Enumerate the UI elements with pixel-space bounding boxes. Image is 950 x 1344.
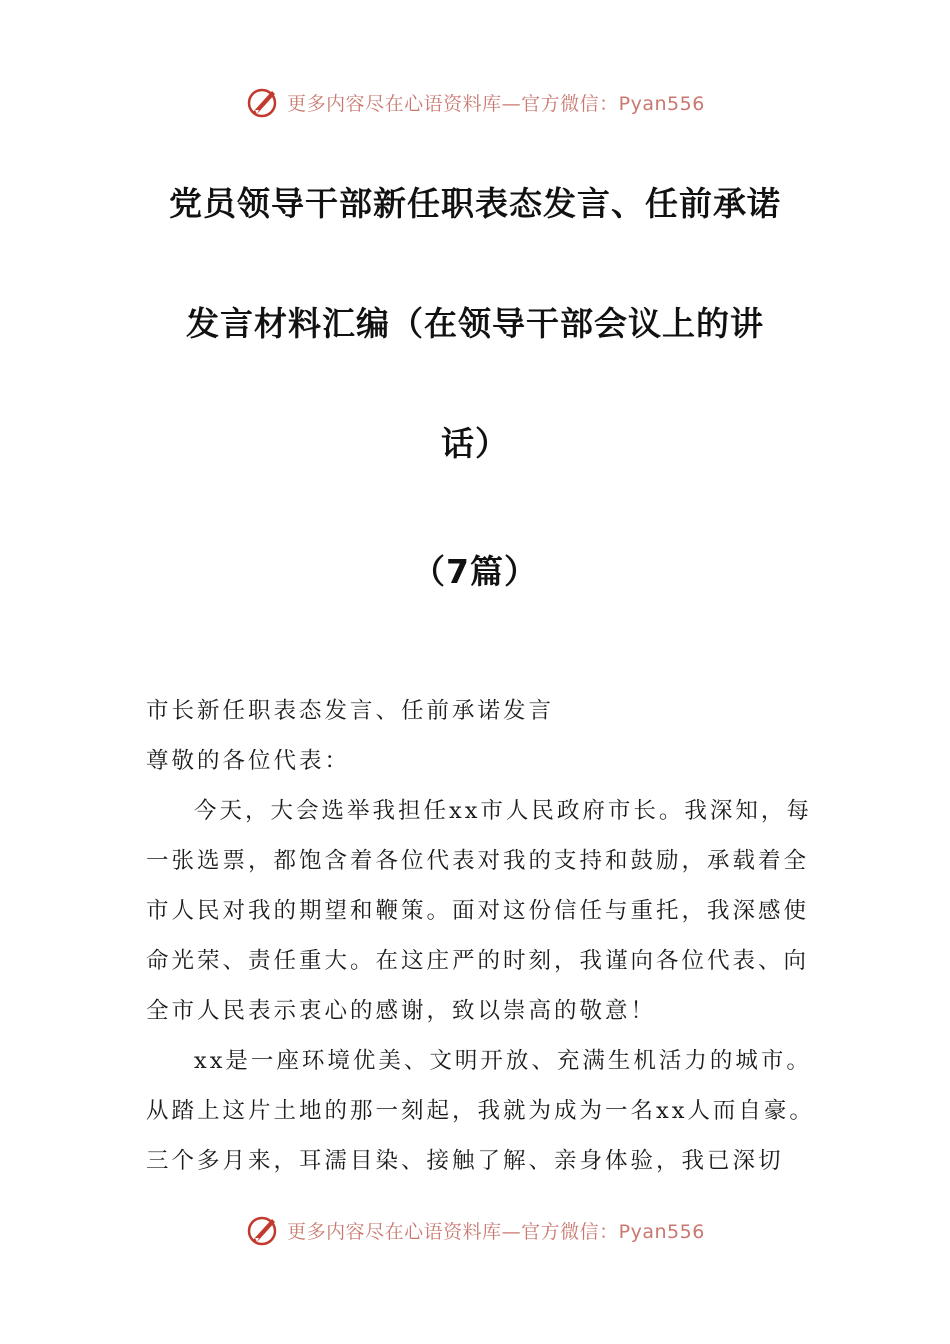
document-title-line-3: 话） — [441, 424, 509, 463]
article-subheading: 市长新任职表态发言、任前承诺发言 — [146, 698, 555, 724]
article-paragraph-1: 今天，大会选举我担任xx市人民政府市长。我深知，每一张选票，都饱含着各位代表对我的支持和鼓励，承载着全市人民对我的期望和鞭策。面对这份信任与重托，我深感使命光荣、责任重大。在这庄严的时刻，我谨向各位代表、向全市人民表示衷心的感谢，致以崇高的敬意！ — [146, 798, 812, 1024]
quill-pen-logo-icon — [245, 1212, 281, 1248]
document-article-count: （7篇） — [412, 552, 538, 591]
banner-wechat-id: Pyan556 — [618, 92, 705, 115]
banner-text — [287, 89, 705, 116]
article-salutation: 尊敬的各位代表： — [146, 748, 351, 774]
quill-pen-logo-icon — [245, 84, 281, 120]
header-watermark-banner — [0, 82, 950, 122]
banner-label: 更多内容尽在心语资料库—官方微信： — [287, 1220, 619, 1243]
document-title-line-2: 发言材料汇编（在领导干部会议上的讲 — [186, 304, 764, 343]
footer-watermark-banner — [0, 1210, 950, 1250]
banner-wechat-id: Pyan556 — [618, 1220, 705, 1243]
article-paragraph-2: xx是一座环境优美、文明开放、充满生机活力的城市。从踏上这片土地的那一刻起，我就为成为一名xx人而自豪。三个多月来，耳濡目染、接触了解、亲身体验，我已深切 — [146, 1048, 815, 1174]
banner-label: 更多内容尽在心语资料库—官方微信： — [287, 92, 619, 115]
banner-text — [287, 1217, 705, 1244]
document-title-line-1: 党员领导干部新任职表态发言、任前承诺 — [169, 184, 781, 223]
